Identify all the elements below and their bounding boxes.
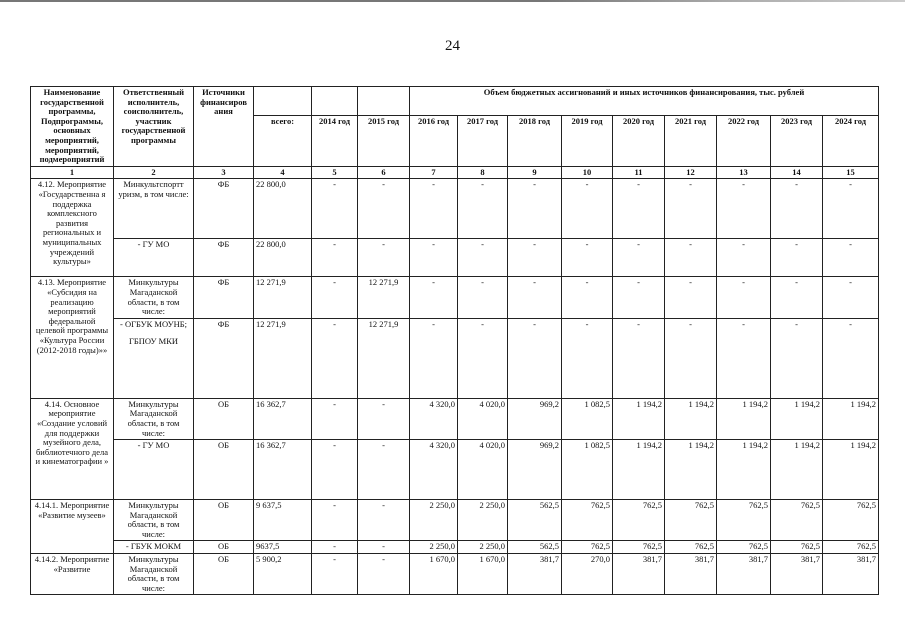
row-name: 4.12. Мероприятие «Государственна я поддержка комплексного развития региональных и муниципальных учреждений культуры» xyxy=(31,179,114,277)
row-executor: - ГУ МО xyxy=(114,239,194,277)
row-value-2017 год: - xyxy=(458,239,508,277)
row-value-2018 год: - xyxy=(508,277,562,318)
row-value-2021 год: - xyxy=(665,318,717,398)
row-value-2022 год: 381,7 xyxy=(717,554,771,595)
row-value-2024 год: - xyxy=(823,179,879,239)
row-value-2019 год: - xyxy=(562,318,613,398)
row-value-2024 год: 762,5 xyxy=(823,500,879,541)
row-value-2022 год: 762,5 xyxy=(717,541,771,554)
row-value-2021 год: - xyxy=(665,277,717,318)
row-value-2024 год: 381,7 xyxy=(823,554,879,595)
row-value-2018 год: 381,7 xyxy=(508,554,562,595)
row-value-2015 год: - xyxy=(358,440,410,500)
row-value-2022 год: 1 194,2 xyxy=(717,440,771,500)
column-number-row xyxy=(31,166,879,179)
row-value-2017 год: 4 020,0 xyxy=(458,398,508,439)
header-total: всего: xyxy=(254,115,312,166)
column-number-5: 6 xyxy=(358,166,410,179)
row-value-2018 год: 562,5 xyxy=(508,541,562,554)
table-row xyxy=(31,318,879,398)
row-total: 12 271,9 xyxy=(254,277,312,318)
row-total: 9 637,5 xyxy=(254,500,312,541)
row-value-2016 год: 2 250,0 xyxy=(410,541,458,554)
column-number-13: 14 xyxy=(771,166,823,179)
column-number-1: 2 xyxy=(114,166,194,179)
table-row xyxy=(31,500,879,541)
row-value-2023 год: - xyxy=(771,239,823,277)
row-executor xyxy=(114,318,194,398)
row-value-2022 год: 762,5 xyxy=(717,500,771,541)
row-value-2017 год: 1 670,0 xyxy=(458,554,508,595)
row-total: 9637,5 xyxy=(254,541,312,554)
row-value-2014 год: - xyxy=(312,541,358,554)
row-executor: - ГБУК МОКМ xyxy=(114,541,194,554)
column-number-2: 3 xyxy=(194,166,254,179)
row-value-2018 год: - xyxy=(508,239,562,277)
row-value-2024 год: - xyxy=(823,318,879,398)
row-value-2023 год: 1 194,2 xyxy=(771,398,823,439)
row-value-2019 год: 1 082,5 xyxy=(562,398,613,439)
header-year-0: 2014 год xyxy=(312,115,358,166)
header-year-8: 2022 год xyxy=(717,115,771,166)
column-number-7: 8 xyxy=(458,166,508,179)
row-name: 4.14. Основное мероприятие «Создание условий для поддержки музейного дела, библиотечного дела и кинематографии » xyxy=(31,398,114,499)
row-value-2020 год: - xyxy=(613,277,665,318)
row-source: ФБ xyxy=(194,239,254,277)
header-blank xyxy=(358,87,410,116)
row-source: ОБ xyxy=(194,500,254,541)
row-value-2017 год: 4 020,0 xyxy=(458,440,508,500)
column-number-6: 7 xyxy=(410,166,458,179)
row-executor: Минкультспортт уризм, в том числе: xyxy=(114,179,194,239)
header-row-top xyxy=(31,87,879,116)
row-value-2019 год: - xyxy=(562,277,613,318)
row-source: ФБ xyxy=(194,179,254,239)
row-value-2017 год: - xyxy=(458,277,508,318)
row-value-2020 год: - xyxy=(613,318,665,398)
row-total: 12 271,9 xyxy=(254,318,312,398)
row-value-2021 год: 1 194,2 xyxy=(665,440,717,500)
header-year-3: 2017 год xyxy=(458,115,508,166)
row-value-2017 год: - xyxy=(458,179,508,239)
row-value-2016 год: 2 250,0 xyxy=(410,500,458,541)
row-value-2021 год: 762,5 xyxy=(665,541,717,554)
row-value-2024 год: 1 194,2 xyxy=(823,440,879,500)
row-value-2023 год: 1 194,2 xyxy=(771,440,823,500)
row-value-2019 год: 762,5 xyxy=(562,500,613,541)
row-value-2014 год: - xyxy=(312,179,358,239)
row-source: ОБ xyxy=(194,398,254,439)
row-value-2022 год: - xyxy=(717,179,771,239)
row-value-2020 год: 381,7 xyxy=(613,554,665,595)
row-source: ОБ xyxy=(194,440,254,500)
row-source: ФБ xyxy=(194,318,254,398)
row-value-2020 год: 762,5 xyxy=(613,500,665,541)
row-value-2023 год: - xyxy=(771,277,823,318)
row-value-2018 год: 969,2 xyxy=(508,440,562,500)
row-value-2018 год: 562,5 xyxy=(508,500,562,541)
row-value-2021 год: - xyxy=(665,179,717,239)
row-total: 22 800,0 xyxy=(254,179,312,239)
header-year-9: 2023 год xyxy=(771,115,823,166)
row-value-2016 год: - xyxy=(410,239,458,277)
row-value-2024 год: 762,5 xyxy=(823,541,879,554)
table-row xyxy=(31,541,879,554)
row-total: 5 900,2 xyxy=(254,554,312,595)
column-number-10: 11 xyxy=(613,166,665,179)
row-value-2015 год: 12 271,9 xyxy=(358,277,410,318)
row-value-2022 год: - xyxy=(717,318,771,398)
row-total: 22 800,0 xyxy=(254,239,312,277)
row-value-2014 год: - xyxy=(312,398,358,439)
row-value-2015 год: - xyxy=(358,398,410,439)
row-value-2017 год: 2 250,0 xyxy=(458,541,508,554)
header-year-7: 2021 год xyxy=(665,115,717,166)
row-name: 4.13. Мероприятие «Субсидия на реализацию мероприятий федеральной целевой программы «Культура России (2012-2018 годы)»» xyxy=(31,277,114,398)
header-blank xyxy=(312,87,358,116)
header-year-4: 2018 год xyxy=(508,115,562,166)
row-value-2024 год: - xyxy=(823,277,879,318)
row-value-2016 год: 1 670,0 xyxy=(410,554,458,595)
row-value-2015 год: - xyxy=(358,239,410,277)
row-value-2020 год: - xyxy=(613,179,665,239)
row-executor-line: - ОГБУК МОУНБ; xyxy=(119,318,188,329)
header-year-2: 2016 год xyxy=(410,115,458,166)
header-year-1: 2015 год xyxy=(358,115,410,166)
header-year-5: 2019 год xyxy=(562,115,613,166)
row-value-2023 год: 762,5 xyxy=(771,541,823,554)
row-value-2016 год: 4 320,0 xyxy=(410,398,458,439)
row-value-2019 год: 270,0 xyxy=(562,554,613,595)
table-row xyxy=(31,179,879,239)
row-value-2020 год: - xyxy=(613,239,665,277)
row-value-2020 год: 762,5 xyxy=(613,541,665,554)
header-executor-col: Ответственный исполнитель, соисполнитель, участник государственной программы xyxy=(114,87,194,167)
row-value-2021 год: 762,5 xyxy=(665,500,717,541)
row-value-2019 год: - xyxy=(562,179,613,239)
header-group-title: Объем бюджетных ассигнований и иных источников финансирования, тыс. рублей xyxy=(410,87,879,116)
row-value-2020 год: 1 194,2 xyxy=(613,440,665,500)
row-value-2014 год: - xyxy=(312,440,358,500)
row-value-2023 год: 381,7 xyxy=(771,554,823,595)
row-value-2015 год: - xyxy=(358,554,410,595)
table-row xyxy=(31,398,879,439)
column-number-12: 13 xyxy=(717,166,771,179)
row-value-2019 год: 1 082,5 xyxy=(562,440,613,500)
row-executor: Минкультуры Магаданской области, в том числе: xyxy=(114,277,194,318)
row-executor-line: ГБПОУ МКИ xyxy=(128,336,179,347)
row-value-2023 год: - xyxy=(771,179,823,239)
page-top-border xyxy=(0,0,905,2)
row-value-2018 год: - xyxy=(508,318,562,398)
row-value-2019 год: 762,5 xyxy=(562,541,613,554)
column-number-4: 5 xyxy=(312,166,358,179)
row-source: ФБ xyxy=(194,277,254,318)
row-source: ОБ xyxy=(194,554,254,595)
row-value-2018 год: - xyxy=(508,179,562,239)
row-value-2016 год: - xyxy=(410,277,458,318)
row-value-2024 год: 1 194,2 xyxy=(823,398,879,439)
row-value-2017 год: 2 250,0 xyxy=(458,500,508,541)
row-value-2014 год: - xyxy=(312,277,358,318)
row-value-2014 год: - xyxy=(312,500,358,541)
row-executor: Минкультуры Магаданской области, в том числе: xyxy=(114,398,194,439)
row-source: ОБ xyxy=(194,541,254,554)
budget-table xyxy=(30,86,879,595)
row-value-2022 год: 1 194,2 xyxy=(717,398,771,439)
column-number-3: 4 xyxy=(254,166,312,179)
table-row xyxy=(31,277,879,318)
row-value-2024 год: - xyxy=(823,239,879,277)
row-value-2015 год: - xyxy=(358,500,410,541)
column-number-14: 15 xyxy=(823,166,879,179)
row-value-2022 год: - xyxy=(717,277,771,318)
header-year-10: 2024 год xyxy=(823,115,879,166)
row-value-2015 год: - xyxy=(358,179,410,239)
row-value-2021 год: 381,7 xyxy=(665,554,717,595)
row-value-2019 год: - xyxy=(562,239,613,277)
row-executor: Минкультуры Магаданской области, в том числе: xyxy=(114,500,194,541)
row-executor: - ГУ МО xyxy=(114,440,194,500)
row-value-2022 год: - xyxy=(717,239,771,277)
row-value-2018 год: 969,2 xyxy=(508,398,562,439)
column-number-0: 1 xyxy=(31,166,114,179)
row-value-2017 год: - xyxy=(458,318,508,398)
row-value-2015 год: - xyxy=(358,541,410,554)
row-value-2014 год: - xyxy=(312,318,358,398)
header-year-6: 2020 год xyxy=(613,115,665,166)
page-number: 24 xyxy=(445,38,460,54)
row-value-2014 год: - xyxy=(312,554,358,595)
row-value-2016 год: 4 320,0 xyxy=(410,440,458,500)
column-number-8: 9 xyxy=(508,166,562,179)
row-value-2016 год: - xyxy=(410,179,458,239)
row-value-2021 год: - xyxy=(665,239,717,277)
header-source-col: Источники финансиров ания xyxy=(194,87,254,167)
row-value-2021 год: 1 194,2 xyxy=(665,398,717,439)
row-value-2016 год: - xyxy=(410,318,458,398)
table-row xyxy=(31,554,879,595)
row-value-2023 год: 762,5 xyxy=(771,500,823,541)
table-row xyxy=(31,239,879,277)
row-value-2015 год: 12 271,9 xyxy=(358,318,410,398)
row-total: 16 362,7 xyxy=(254,440,312,500)
row-name: 4.14.1. Мероприятие «Развитие музеев» xyxy=(31,500,114,554)
table-row xyxy=(31,440,879,500)
row-name: 4.14.2. Мероприятие «Развитие xyxy=(31,554,114,595)
row-executor: Минкультуры Магаданской области, в том числе: xyxy=(114,554,194,595)
row-value-2020 год: 1 194,2 xyxy=(613,398,665,439)
row-total: 16 362,7 xyxy=(254,398,312,439)
column-number-9: 10 xyxy=(562,166,613,179)
row-value-2023 год: - xyxy=(771,318,823,398)
row-value-2014 год: - xyxy=(312,239,358,277)
header-name-col: Наименование государственной программы, Подпрограммы, основных мероприятий, мероприятий, подмероприятий xyxy=(31,87,114,167)
header-blank xyxy=(254,87,312,116)
column-number-11: 12 xyxy=(665,166,717,179)
